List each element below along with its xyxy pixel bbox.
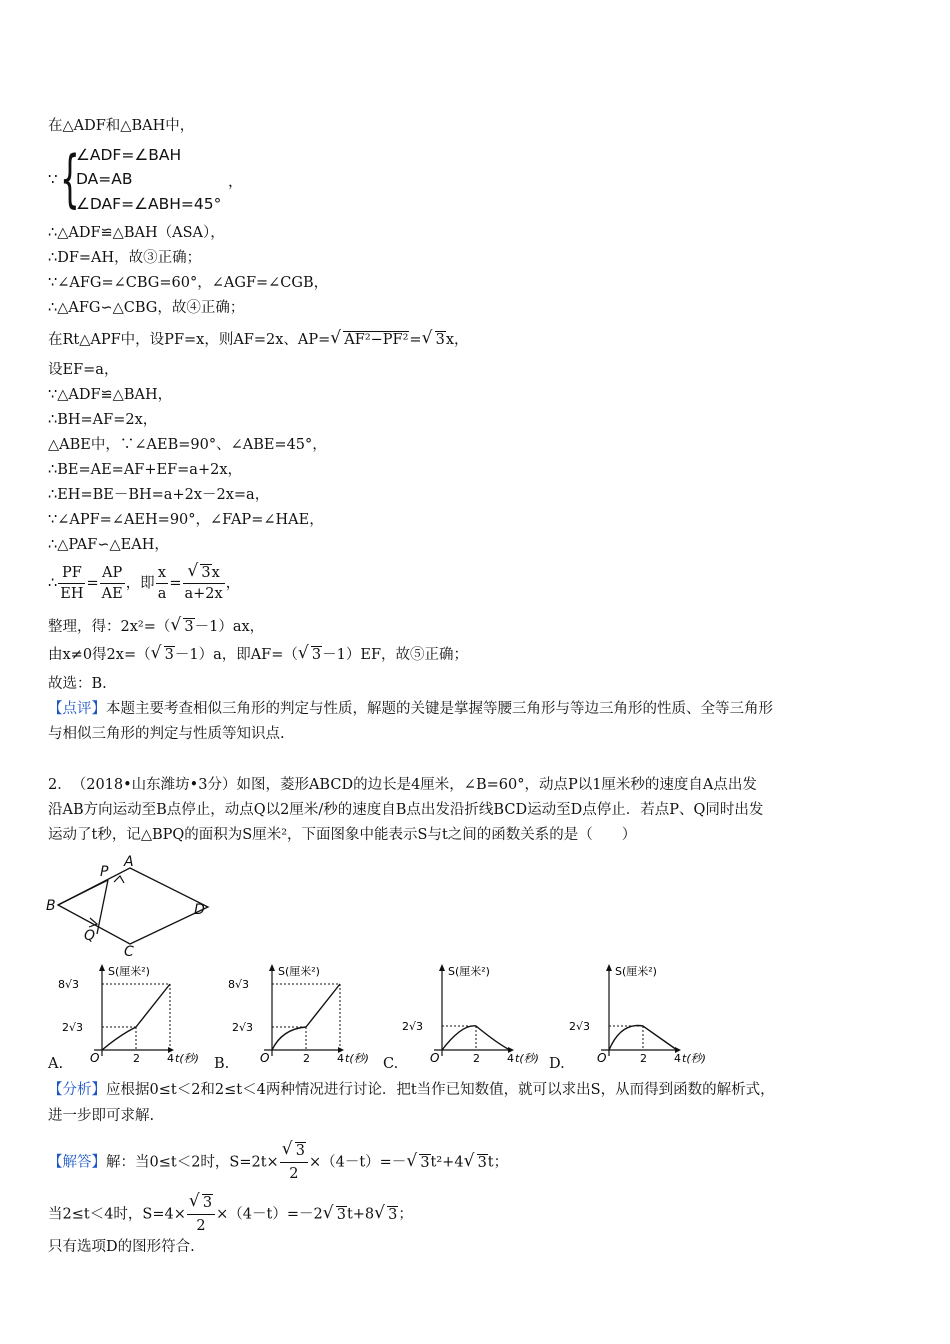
system-eq-1: ∠ADF=∠BAH	[76, 146, 182, 164]
text-seg: 由x≠0得2x=（	[48, 647, 151, 663]
because-symbol: ∵	[48, 170, 58, 188]
analysis-line	[48, 1080, 775, 1100]
text-seg: ，	[225, 575, 241, 592]
fraction	[58, 563, 85, 604]
denominator: AE	[101, 586, 123, 602]
radicand: 3	[201, 565, 211, 581]
text-seg: 在Rt△APF中，设PF=x，则AF=2x、AP=	[48, 332, 331, 348]
denominator: EH	[60, 586, 84, 602]
x-axis-label: t(秒)	[515, 1052, 539, 1065]
graph-option-b	[228, 962, 369, 1065]
radicand: 3	[311, 647, 322, 663]
radicand: 3	[202, 1195, 213, 1211]
text-line: △ABE中，∵∠AEB=90°、∠ABE=45°，	[48, 437, 327, 453]
denominator: a+2x	[184, 586, 223, 602]
origin-label: O	[430, 1051, 440, 1065]
fraction	[280, 1140, 308, 1185]
radicand: 3	[388, 1206, 398, 1223]
text-seg: ；	[398, 1206, 413, 1223]
text-seg: t²+4	[430, 1154, 464, 1171]
option-label-d[interactable]: D.	[549, 1056, 565, 1072]
text-seg: t；	[487, 1154, 509, 1171]
question-line: 2． （2018•山东潍坊•3分）如图，菱形ABCD的边长是4厘米，∠B=60°，动点P以1厘米秒的速度自A点出发	[48, 777, 757, 793]
text-line: ∵△ADF≌△BAH，	[48, 387, 173, 403]
question-line: 沿AB方向运动至B点停止，动点Q以2厘米/秒的速度自B点出发沿折线BCD运动至D点停止．若点P、Q同时出发	[48, 802, 764, 818]
numerator: AP	[100, 563, 125, 584]
system-eq-2: DA=AB	[76, 170, 133, 188]
radicand: 3	[420, 1154, 430, 1171]
text-line: ∴EH=BE－BH=a+2x－2x=a，	[48, 487, 270, 503]
y-axis-label: S(厘米²)	[448, 965, 490, 978]
graph-option-c	[398, 962, 539, 1065]
sqrt: √ 3	[281, 1139, 305, 1159]
radicand: 3	[435, 332, 445, 348]
sqrt: √ AF²−PF²	[330, 328, 409, 348]
text-line: ∵∠APF=∠AEH=90°，∠FAP=∠HAE，	[48, 512, 324, 528]
text-seg: 解：当0≤t＜2时，S=2t×	[106, 1154, 279, 1171]
arrow-up	[114, 876, 124, 883]
text-seg: =	[409, 332, 422, 348]
answer-tag: 【解答】	[48, 1154, 106, 1171]
analysis-tag: 【分析】	[48, 1082, 106, 1098]
y-axis-label: S(厘米²)	[108, 965, 150, 978]
text-line: 故选：B.	[48, 676, 107, 692]
radicand: 3	[164, 647, 174, 663]
x-axis-label: t(秒)	[175, 1052, 199, 1065]
rhombus-figure	[44, 850, 224, 958]
system-comma: ，	[228, 172, 244, 190]
therefore-symbol: ∴	[48, 575, 58, 592]
numerator	[280, 1140, 308, 1163]
label-a: A	[124, 854, 134, 870]
label-d: D	[194, 902, 205, 918]
label-q: Q	[84, 928, 96, 944]
text-line: 在△ADF和△BAH中，	[48, 118, 195, 134]
origin-label: O	[90, 1051, 100, 1065]
y-tick-lo: 2√3	[402, 1020, 424, 1033]
option-label-a[interactable]: A.	[48, 1056, 64, 1072]
denominator: a	[157, 586, 167, 602]
numerator: x	[156, 563, 169, 584]
radicand: 3	[477, 1154, 487, 1171]
x-axis-label: t(秒)	[345, 1052, 369, 1065]
segment-bp	[58, 880, 108, 905]
sqrt: √ 3	[188, 1191, 213, 1211]
y-axis-label: S(厘米²)	[278, 965, 320, 978]
text-line: ∴BE=AE=AF+EF=a+2x，	[48, 462, 242, 478]
sqrt: √ 3	[463, 1150, 487, 1171]
x-tick-2: 2	[303, 1052, 310, 1065]
sqrt: √ 3	[374, 1202, 398, 1223]
label-c: C	[124, 944, 134, 960]
origin-label: O	[597, 1051, 607, 1065]
equation-system	[48, 142, 298, 218]
text-seg: x	[211, 565, 220, 581]
y-tick-lo: 2√3	[232, 1021, 254, 1034]
text-seg: －1）ax，	[194, 619, 265, 635]
x-tick-4: 4	[337, 1052, 344, 1065]
numerator	[187, 1192, 215, 1215]
y-tick-lo: 2√3	[62, 1021, 84, 1034]
x-tick-4: 4	[507, 1052, 514, 1065]
text-line: ∵∠AFG=∠CBG=60°，∠AGF=∠CGB，	[48, 275, 329, 291]
x-tick-2: 2	[133, 1052, 140, 1065]
option-label-c[interactable]: C.	[383, 1056, 399, 1072]
origin-label: O	[260, 1051, 270, 1065]
text-seg: =	[169, 575, 182, 592]
x-tick-2: 2	[473, 1052, 480, 1065]
numerator	[183, 563, 225, 584]
y-tick-hi: 8√3	[58, 978, 80, 991]
sqrt: √ 3	[406, 1150, 430, 1171]
text-line: ∴BH=AF=2x，	[48, 412, 158, 428]
text-seg: 本题主要考查相似三角形的判定与性质，解题的关键是掌握等腰三角形与等边三角形的性质、全等三角形	[106, 701, 773, 717]
review-tag: 【点评】	[48, 701, 106, 717]
x-axis-label: t(秒)	[682, 1052, 706, 1065]
radicand: 3	[295, 1143, 305, 1159]
y-axis-label: S(厘米²)	[615, 965, 657, 978]
label-p: P	[100, 864, 109, 880]
text-seg: －1）EF，故⑤正确；	[322, 647, 469, 663]
review-line	[48, 699, 773, 719]
text-line: 进一步即可求解.	[48, 1108, 155, 1124]
fraction	[100, 563, 125, 604]
radicand: AF²−PF²	[344, 332, 409, 348]
y-tick-hi: 8√3	[228, 978, 250, 991]
answer-line-2	[48, 1192, 413, 1237]
label-b: B	[46, 898, 56, 914]
text-seg: 应根据0≤t＜2和2≤t＜4两种情况进行讨论．把t当作已知数值，就可以求出S，从而得到函数的解析式，	[106, 1082, 775, 1098]
text-line	[48, 645, 468, 665]
text-seg: =	[86, 575, 99, 592]
numerator: PF	[58, 563, 85, 584]
text-seg: 当2≤t＜4时，S=4×	[48, 1206, 186, 1223]
sqrt: √ 3	[150, 643, 174, 663]
sqrt: √ 3	[187, 561, 211, 581]
text-seg: ，即	[125, 575, 155, 592]
x-tick-4: 4	[674, 1052, 681, 1065]
x-tick-2: 2	[640, 1052, 647, 1065]
text-line: ∴△ADF≌△BAH（ASA），	[48, 225, 225, 241]
left-brace: {	[60, 142, 80, 215]
text-line: ∴DF=AH，故③正确；	[48, 250, 202, 266]
radicand: 3	[184, 619, 194, 635]
sqrt: √ 3	[322, 1202, 346, 1223]
text-seg: ×（4－t）=－2	[216, 1206, 323, 1223]
text-line: 与相似三角形的判定与性质等知识点.	[48, 726, 285, 742]
fraction-line	[48, 563, 240, 604]
denominator: 2	[196, 1218, 206, 1234]
text-seg: x，	[445, 332, 469, 348]
text-seg: －1）a，即AF=（	[174, 647, 298, 663]
x-tick-4: 4	[167, 1052, 174, 1065]
text-line: ∴△PAF∽△EAH，	[48, 537, 169, 553]
text-line: 设EF=a，	[48, 362, 119, 378]
system-eq-3: ∠DAF=∠ABH=45°	[76, 195, 222, 213]
denominator: 2	[289, 1166, 299, 1182]
fraction	[183, 563, 225, 604]
text-seg: ×（4－t）=－	[308, 1154, 407, 1171]
text-seg: t+8	[346, 1206, 375, 1223]
graph-option-a	[58, 962, 199, 1065]
segment-pq	[97, 880, 108, 934]
sqrt: √ 3	[297, 643, 322, 663]
answer-line-1	[48, 1140, 508, 1185]
rhombus	[58, 868, 208, 944]
text-line	[48, 617, 264, 637]
text-seg: 整理，得：2x²=（	[48, 619, 171, 635]
text-line: ∴△AFG∽△CBG，故④正确；	[48, 300, 245, 316]
question-line: 运动了t秒，记△BPQ的面积为S厘米²，下面图象中能表示S与t之间的函数关系的是（ ）	[48, 827, 637, 843]
radicand: 3	[336, 1206, 346, 1223]
text-line-ap	[48, 330, 469, 350]
graph-option-d	[565, 962, 706, 1065]
y-tick-lo: 2√3	[569, 1020, 591, 1033]
fraction	[156, 563, 169, 604]
fraction	[187, 1192, 215, 1237]
option-label-b[interactable]: B.	[214, 1056, 230, 1072]
text-line: 只有选项D的图形符合.	[48, 1239, 195, 1255]
sqrt: √ 3	[421, 328, 445, 348]
sqrt: √ 3	[170, 615, 194, 635]
